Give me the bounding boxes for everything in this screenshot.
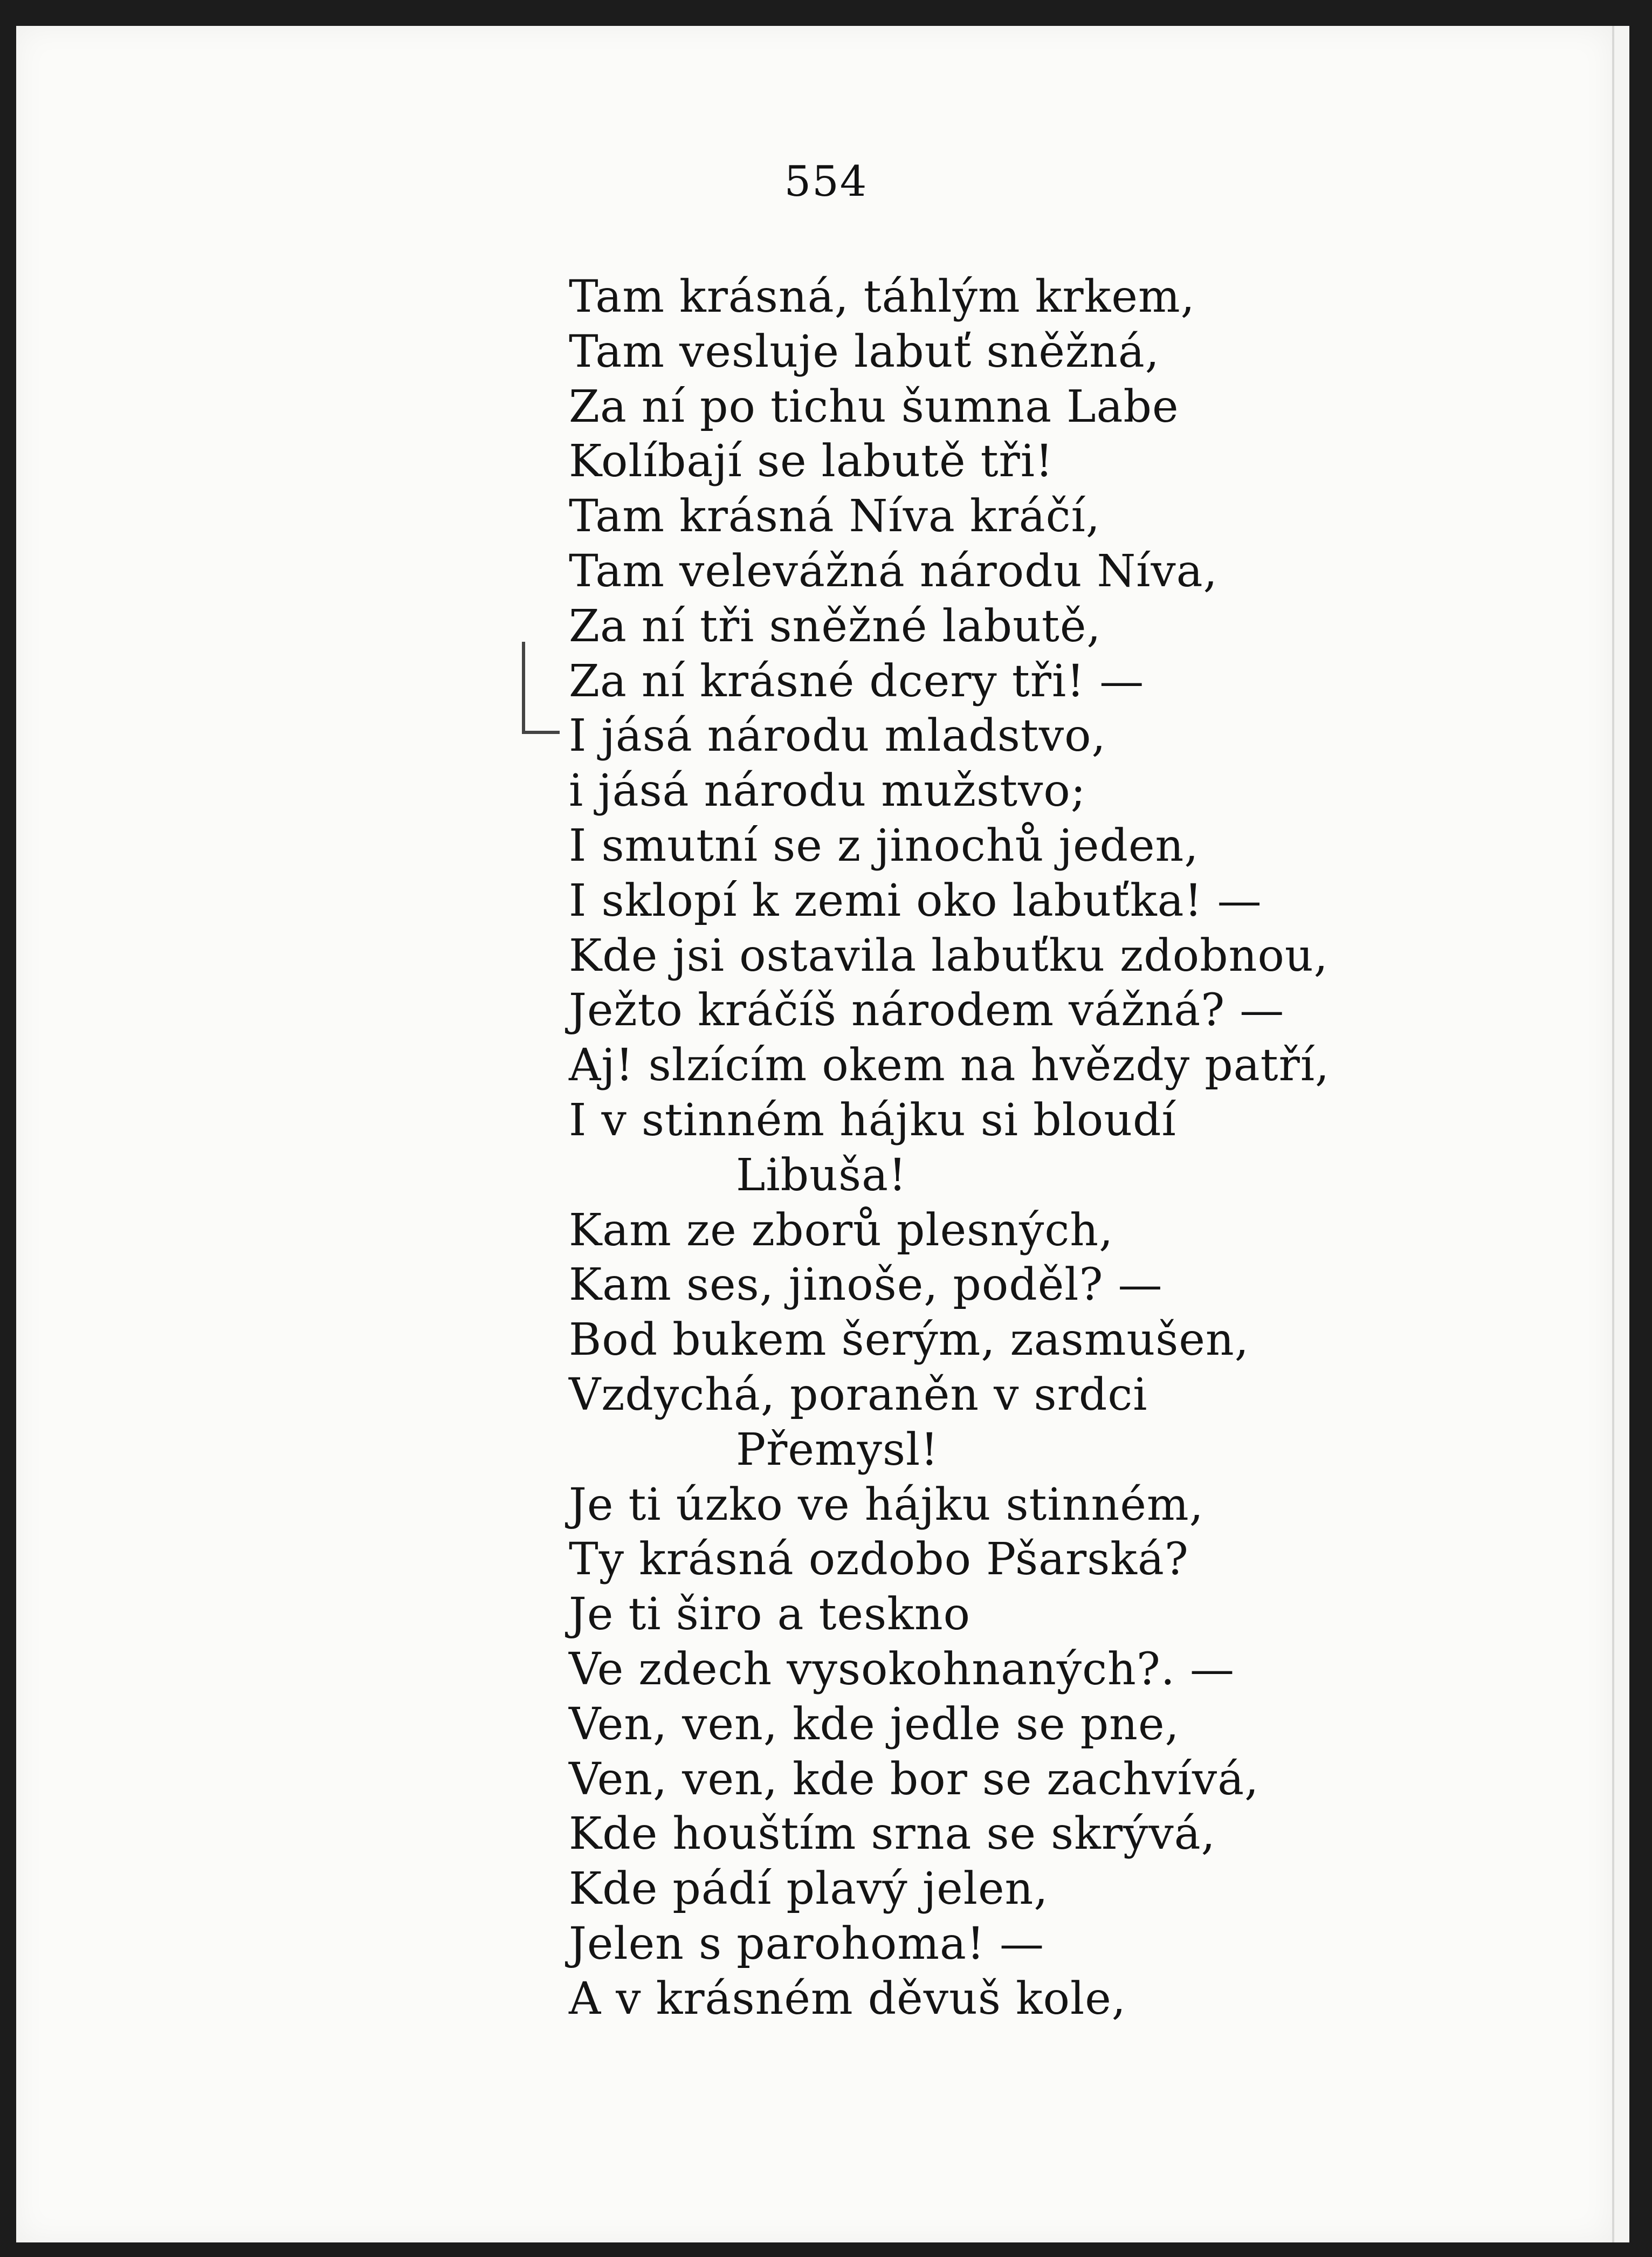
- poem-line: Bod bukem šerým, zasmušen,: [569, 1314, 1249, 1366]
- poem-line: i jásá národu mužstvo;: [569, 765, 1086, 817]
- poem-line: Ty krásná ozdobo Pšarská?: [569, 1534, 1189, 1586]
- poem-line: A v krásném děvuš kole,: [569, 1973, 1126, 2025]
- poem-line: Libuša!: [736, 1149, 907, 1201]
- poem-line: Jelen s parohoma! —: [569, 1918, 1044, 1970]
- margin-bracket-mark: [522, 642, 525, 733]
- poem-line: Za ní po tichu šumna Labe: [569, 381, 1179, 433]
- page-number: 554: [784, 157, 868, 206]
- poem-line: Tam krásná Níva kráčí,: [569, 491, 1100, 543]
- margin-bracket-mark: [522, 731, 560, 734]
- poem-line: Kam ses, jinoše, poděl? —: [569, 1259, 1163, 1311]
- poem-line: Kolíbají se labutě tři!: [569, 436, 1054, 488]
- poem-line: Ve zdech vysokohnaných?. —: [569, 1643, 1235, 1695]
- poem-line: Kde jsi ostavila labuťku zdobnou,: [569, 930, 1329, 982]
- poem-line: I jásá národu mladstvo,: [569, 710, 1106, 762]
- poem-line: Přemysl!: [736, 1424, 939, 1476]
- poem-line: Kam ze zborů plesných,: [569, 1204, 1114, 1256]
- poem-line: Tam vesluje labuť sněžná,: [569, 326, 1160, 378]
- poem-line: Tam krásná, táhlým krkem,: [569, 271, 1195, 323]
- poem-line: Za ní tři sněžné labutě,: [569, 600, 1102, 652]
- poem-line: Je ti úzko ve hájku stinném,: [569, 1479, 1204, 1531]
- poem-line: Je ti širo a teskno: [569, 1589, 971, 1641]
- poem-line: Ven, ven, kde jedle se pne,: [569, 1698, 1180, 1750]
- poem-line: Za ní krásné dcery tři! —: [569, 655, 1145, 707]
- poem-line: Ven, ven, kde bor se zachvívá,: [569, 1753, 1259, 1805]
- poem-line: Ježto kráčíš národem vážná? —: [569, 985, 1285, 1037]
- poem-line: Vzdychá, poraněn v srdci: [569, 1369, 1148, 1421]
- poem-line: I smutní se z jinochů jeden,: [569, 820, 1199, 872]
- poem-line: I v stinném hájku si bloudí: [569, 1094, 1176, 1146]
- poem-line: I sklopí k zemi oko labuťka! —: [569, 875, 1262, 927]
- poem-line: Aj! slzícím okem na hvězdy patří,: [569, 1040, 1330, 1092]
- poem-line: Kde pádí plavý jelen,: [569, 1863, 1049, 1915]
- poem: [569, 270, 1626, 2027]
- poem-line: Kde houštím srna se skrývá,: [569, 1808, 1216, 1860]
- poem-line: Tam velevážná národu Níva,: [569, 545, 1218, 597]
